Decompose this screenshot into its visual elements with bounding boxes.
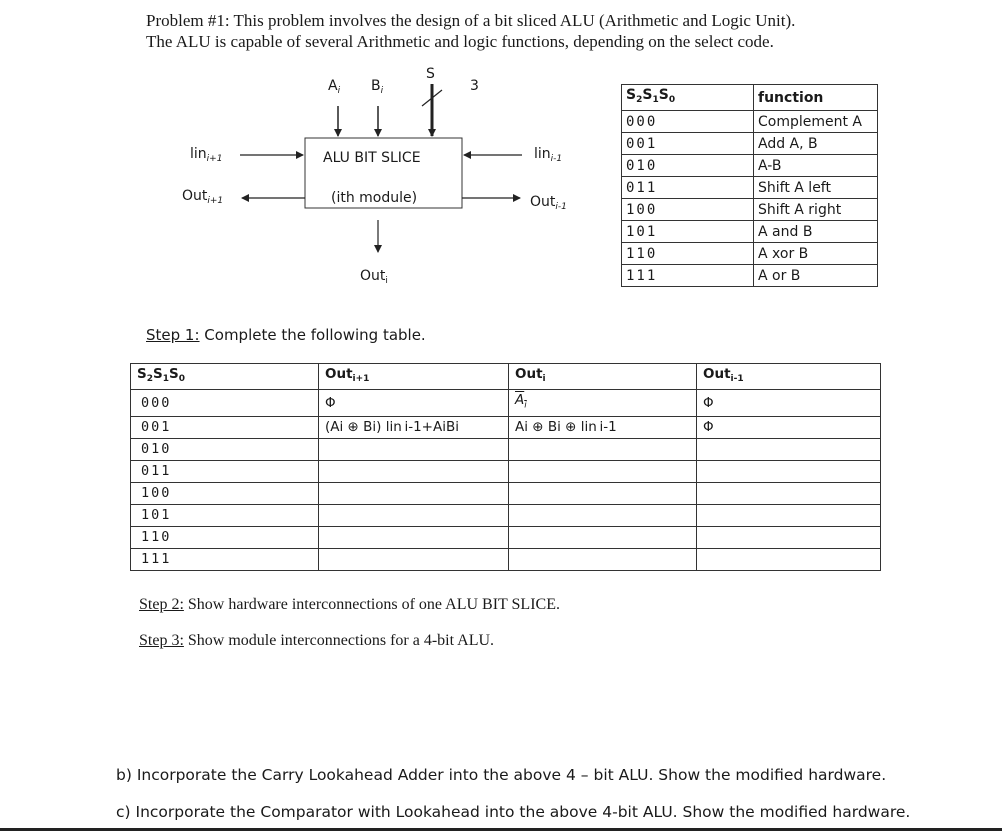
function-name: A and B	[754, 221, 878, 243]
label-out-left: Out$_{i+1}$	[182, 188, 224, 206]
function-code: 001	[622, 133, 754, 155]
cell-out[interactable]	[509, 526, 697, 548]
function-row	[622, 243, 878, 265]
output-table-header	[131, 364, 881, 390]
function-name: Shift A left	[754, 177, 878, 199]
cell-out-plus: Φ	[319, 390, 509, 417]
table-row	[131, 504, 881, 526]
cell-code: 000	[131, 390, 319, 417]
cell-code: 111	[131, 548, 319, 570]
label-lin-left: lin$_{i+1}$	[190, 146, 223, 164]
cell-out[interactable]	[509, 548, 697, 570]
table-row	[131, 482, 881, 504]
alu-bit-slice-diagram	[160, 66, 580, 300]
step-3-text: Show module interconnections for a 4-bit ALU.	[183, 632, 495, 649]
cell-out-minus[interactable]	[697, 438, 881, 460]
cell-code: 101	[131, 504, 319, 526]
cell-out-plus[interactable]	[319, 438, 509, 460]
label-input-a: $A_i$	[328, 78, 341, 96]
cell-out-minus[interactable]	[697, 548, 881, 570]
cell-out: Ai ⊕ Bi ⊕ lin i-1	[509, 416, 697, 438]
cell-out-plus[interactable]	[319, 526, 509, 548]
function-name: A xor B	[754, 243, 878, 265]
step-3-label: Step 3:	[139, 632, 184, 649]
bottom-divider	[0, 828, 1002, 831]
cell-out-minus: Φ	[697, 390, 881, 417]
problem-line-1: Problem #1: This problem involves the design of a bit sliced ALU (Arithmetic and Logic Unit).	[146, 11, 796, 30]
function-row	[622, 265, 878, 287]
function-row	[622, 111, 878, 133]
col-out: Out$_i$	[509, 364, 697, 390]
cell-out-plus[interactable]	[319, 460, 509, 482]
part-c: c) Incorporate the Comparator with Lookahead into the above 4-bit ALU. Show the modified hardware.	[116, 803, 911, 821]
function-name: A-B	[754, 155, 878, 177]
output-table	[130, 363, 881, 571]
table-row	[131, 438, 881, 460]
label-out-bottom: Out$_i$	[360, 268, 388, 286]
col-out-minus: Out$_{i-1}$	[697, 364, 881, 390]
col-select-code: $S_2S_1S_0$	[131, 364, 319, 390]
cell-out[interactable]	[509, 504, 697, 526]
cell-out[interactable]	[509, 438, 697, 460]
label-select-width: 3	[470, 78, 479, 94]
function-row	[622, 133, 878, 155]
function-name: Add A, B	[754, 133, 878, 155]
function-code: 100	[622, 199, 754, 221]
function-name: Shift A right	[754, 199, 878, 221]
table-row	[131, 416, 881, 438]
cell-out: $\overline{A}_{\overline{i}}$	[509, 390, 697, 417]
problem-line-2: The ALU is capable of several Arithmetic and logic functions, depending on the select code.	[146, 32, 774, 51]
function-code: 101	[622, 221, 754, 243]
cell-out-plus: (Ai ⊕ Bi) lin i-1+AiBi	[319, 416, 509, 438]
part-b: b) Incorporate the Carry Lookahead Adder into the above 4 – bit ALU. Show the modified hardware.	[116, 766, 887, 784]
box-title: ALU BIT SLICE	[323, 150, 421, 166]
label-input-b: $B_i$	[371, 78, 384, 96]
cell-out-minus[interactable]	[697, 526, 881, 548]
function-code: 000	[622, 111, 754, 133]
function-table-header	[622, 85, 878, 111]
function-row	[622, 177, 878, 199]
cell-out[interactable]	[509, 460, 697, 482]
table-row	[131, 390, 881, 417]
function-name: A or B	[754, 265, 878, 287]
step-2	[139, 596, 560, 614]
cell-out-plus[interactable]	[319, 548, 509, 570]
cell-out[interactable]	[509, 482, 697, 504]
step-1	[146, 326, 426, 344]
box-subtitle: (ith module)	[331, 190, 418, 206]
cell-out-minus[interactable]	[697, 482, 881, 504]
function-code: 010	[622, 155, 754, 177]
cell-code: 010	[131, 438, 319, 460]
label-select: S	[426, 66, 435, 82]
step-2-text: Show hardware interconnections of one ALU BIT SLICE.	[183, 596, 560, 613]
function-row	[622, 199, 878, 221]
table-row	[131, 460, 881, 482]
cell-code: 001	[131, 416, 319, 438]
cell-out-plus[interactable]	[319, 504, 509, 526]
diagram-graphics	[160, 70, 580, 300]
table-row	[131, 548, 881, 570]
cell-code: 011	[131, 460, 319, 482]
step-1-label: Step 1:	[146, 326, 200, 344]
cell-code: 100	[131, 482, 319, 504]
col-out-plus: Out$_{i+1}$	[319, 364, 509, 390]
function-code: 011	[622, 177, 754, 199]
function-row	[622, 221, 878, 243]
table-row	[131, 526, 881, 548]
function-code: 110	[622, 243, 754, 265]
problem-statement	[146, 10, 906, 52]
cell-out-minus[interactable]	[697, 504, 881, 526]
step-1-text: Complete the following table.	[199, 326, 426, 344]
function-row	[622, 155, 878, 177]
cell-out-plus[interactable]	[319, 482, 509, 504]
header-function: function	[754, 85, 878, 111]
cell-out-minus[interactable]	[697, 460, 881, 482]
label-lin-right: lin$_{i-1}$	[534, 146, 563, 164]
cell-code: 110	[131, 526, 319, 548]
function-name: Complement A	[754, 111, 878, 133]
step-2-label: Step 2:	[139, 596, 184, 613]
cell-out-minus: Φ	[697, 416, 881, 438]
header-select-code: $S_2S_1S_0$	[622, 85, 754, 111]
label-out-right: Out$_{i-1}$	[530, 194, 567, 212]
step-3	[139, 632, 494, 650]
function-code: 111	[622, 265, 754, 287]
function-table	[621, 84, 878, 287]
